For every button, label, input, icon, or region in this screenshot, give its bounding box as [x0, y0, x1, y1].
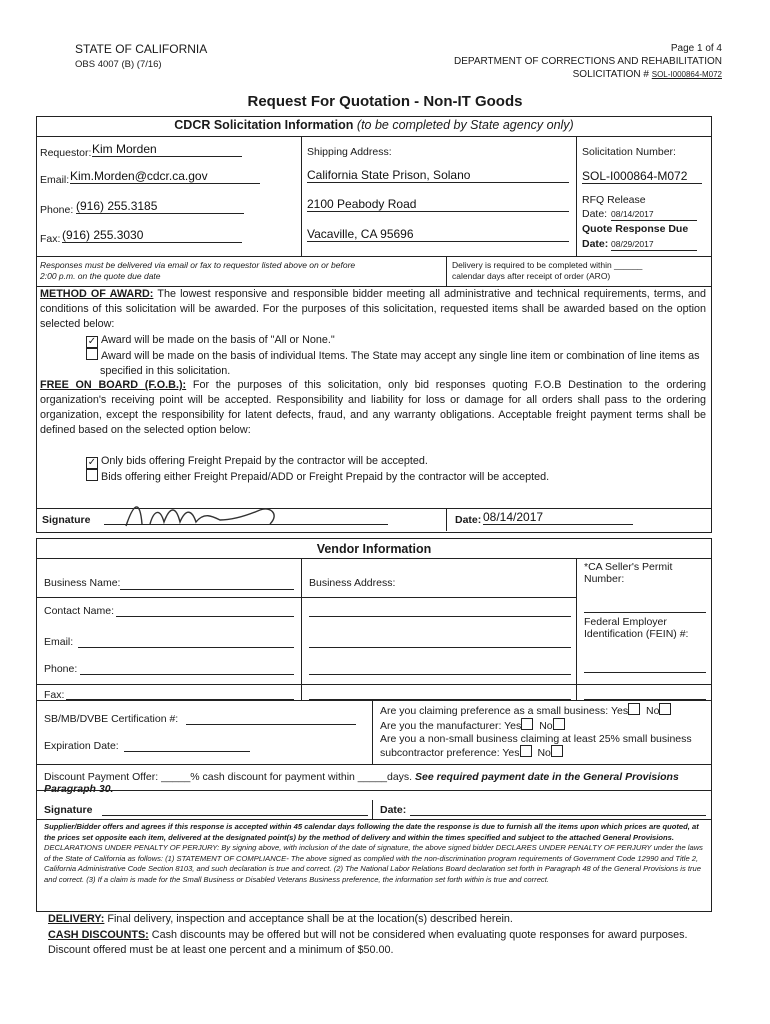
- small-business-no-checkbox[interactable]: [659, 703, 671, 715]
- page-number: Page 1 of 4: [670, 43, 722, 54]
- state-name: STATE OF CALIFORNIA: [75, 42, 208, 56]
- award-all-or-none-checkbox[interactable]: ✓: [87, 336, 97, 347]
- date-label: Date:: [455, 514, 482, 526]
- requestor-label: Requestor:: [40, 147, 92, 159]
- requestor-field[interactable]: Kim Morden: [92, 142, 242, 157]
- sbmb-label: SB/MB/DVBE Certification #:: [44, 713, 179, 725]
- vendor-date-field[interactable]: [410, 801, 706, 816]
- business-address-line3[interactable]: [309, 660, 571, 675]
- fob-option-2: Bids offering either Freight Prepaid/ADD or Freight Prepaid by the contractor will be accepted.: [86, 469, 706, 485]
- delivery-section: DELIVERY: Final delivery, inspection and acceptance shall be at the location(s) described herein.: [48, 913, 513, 925]
- fob-option-1: ✓ Only bids offering Freight Prepaid by the contractor will be accepted.: [87, 455, 428, 468]
- quote-due-date-label: Date:: [582, 238, 609, 250]
- business-name-label: Business Name:: [44, 577, 121, 589]
- fax-label: Fax:: [40, 233, 61, 245]
- department-name: DEPARTMENT OF CORRECTIONS AND REHABILITATION: [454, 56, 722, 67]
- fein-field[interactable]: [584, 658, 706, 673]
- award-individual-checkbox[interactable]: [86, 348, 98, 360]
- vendor-fax-label: Fax:: [44, 689, 65, 701]
- shipping-label: Shipping Address:: [307, 146, 392, 158]
- signature-label: Signature: [42, 514, 91, 526]
- business-address-line1[interactable]: [309, 602, 571, 617]
- vendor-email-field[interactable]: [78, 633, 294, 648]
- shipping-line1[interactable]: California State Prison, Solano: [307, 168, 569, 183]
- solicitation-number-label: Solicitation Number:: [582, 146, 676, 158]
- responses-note: Responses must be delivered via email or fax to requestor listed above on or before 2:00 p.m. on the quote due date: [40, 260, 356, 281]
- rfq-date-field[interactable]: 08/14/2017: [611, 208, 697, 221]
- vendor-heading: Vendor Information: [316, 542, 432, 556]
- declaration-text: Supplier/Bidder offers and agrees if this response is accepted within 45 calendar days following the date the response is due to furnish all the items upon which prices are quoted, at the prices set opposite each item, delivered at the designated point(s) by the method of delivery and within the times specified and subject to the attached General Provisions. DECLARATIONS UNDER PENALTY OF PERJURY: By signing above, with inclusion of the date of signature, the above signed bidder DECLARES UNDER PENALTY OF PERJURY under the laws of the State of California as follows: (1) STATEMENT OF COMPLIANCE- The above signed as complied with the non-discrimination program requirements of Government Code 12990 and Title 2, California Administrative Code Section 8103, and such declaration is true and correct. (2) The National Labor Relations Board declaration set forth in Paragraph 48 of the General Provisions is true and correct. (3) If a claim is made for the Small Business or Disabled Veterans Business preference, the information set forth within is true and correct.: [44, 822, 703, 884]
- signature-line[interactable]: [104, 524, 388, 525]
- ca-sellers-permit-field[interactable]: [584, 598, 706, 613]
- expiration-field[interactable]: [124, 737, 250, 752]
- vendor-phone-field[interactable]: [80, 660, 294, 675]
- vendor-phone-label: Phone:: [44, 663, 78, 675]
- email-field[interactable]: Kim.Morden@cdcr.ca.gov: [70, 169, 260, 184]
- vendor-signature-field[interactable]: [102, 801, 368, 816]
- shipping-line3[interactable]: Vacaville, CA 95696: [307, 227, 569, 242]
- business-address-label: Business Address:: [309, 577, 396, 589]
- manufacturer-no-checkbox[interactable]: [553, 718, 565, 730]
- business-address-line2[interactable]: [309, 633, 571, 648]
- vendor-fax-field[interactable]: [66, 685, 294, 700]
- shipping-line2[interactable]: 2100 Peabody Road: [307, 197, 569, 212]
- small-business-yes-checkbox[interactable]: [628, 703, 640, 715]
- subcontractor-yes-checkbox[interactable]: [520, 745, 532, 757]
- vendor-signature-label: Signature: [44, 804, 93, 816]
- fob-prepaid-add-checkbox[interactable]: [86, 469, 98, 481]
- method-of-award: METHOD OF AWARD: The lowest responsive and responsible bidder meeting all administrative and technical requirements, terms, and conditions of this solicitation will be awarded. For the purposes of this solicitation, requested items shall be awarded based on the option selected below:: [40, 288, 707, 330]
- solicitation-number-field[interactable]: SOL-I000864-M072: [582, 169, 702, 184]
- quote-due-label: Quote Response Due: [582, 223, 689, 235]
- fax-field[interactable]: (916) 255.3030: [62, 228, 242, 243]
- expiration-label: Expiration Date:: [44, 740, 119, 752]
- phone-field[interactable]: (916) 255.3185: [76, 199, 244, 214]
- small-business-question: Are you claiming preference as a small business: Yes No: [380, 703, 674, 717]
- signature-image: [120, 496, 310, 532]
- rfq-release-label: RFQ Release: [582, 194, 646, 206]
- page-title: Request For Quotation - Non-IT Goods: [247, 93, 523, 110]
- award-option-1: ✓ Award will be made on the basis of "All or None.": [87, 334, 335, 347]
- phone-label: Phone:: [40, 204, 74, 216]
- fob-prepaid-checkbox[interactable]: ✓: [87, 457, 97, 468]
- award-option-2: Award will be made on the basis of individual Items. The State may accept any single line item or combination of line items as specified in this solicitation.: [86, 348, 720, 379]
- vendor-date-label: Date:: [380, 804, 407, 816]
- contact-name-field[interactable]: [116, 602, 294, 617]
- ca-sellers-permit-label: *CA Seller's Permit Number:: [584, 561, 673, 585]
- contact-name-label: Contact Name:: [44, 605, 115, 617]
- vendor-email-label: Email:: [44, 636, 74, 648]
- email-label: Email:: [40, 174, 70, 186]
- header-left: [75, 42, 207, 72]
- business-address-line4[interactable]: [309, 685, 571, 700]
- sbmb-field[interactable]: [186, 710, 356, 725]
- manufacturer-question: Are you the manufacturer: Yes No: [380, 718, 568, 732]
- form-number: OBS 4007 (B) (7/16): [75, 59, 162, 70]
- rfq-date-label: Date:: [582, 208, 608, 220]
- solicitation-header: SOLICITATION # SOL-I000864-M072: [572, 69, 722, 80]
- quote-due-date-field[interactable]: 08/29/2017: [611, 238, 697, 251]
- business-name-field[interactable]: [120, 575, 294, 590]
- free-on-board: FREE ON BOARD (F.O.B.): For the purposes of this solicitation, only bid responses quoting F.O.B Destination to the ordering organization's receiving point will be accepted. Responsibility and liability for loss or damage for all orders shall pass to the ordering organization, except the responsibility for latent defects, fraud, and any warranty obligations. Acceptable freight payment terms shall be defined based on the selected option below:: [40, 379, 706, 436]
- subcontractor-question: Are you a non-small business claiming at least 25% small business subcontractor preference: Yes No: [380, 733, 692, 759]
- cash-discounts-section: CASH DISCOUNTS: Cash discounts may be offered but will not be considered when evaluating quote responses for award purposes. Discount offered must be at least one percent and a minimum of $50.00.: [48, 929, 688, 956]
- header-right: [454, 42, 722, 81]
- cdcr-heading: CDCR Solicitation Information (to be completed by State agency only): [174, 118, 574, 132]
- manufacturer-yes-checkbox[interactable]: [521, 718, 533, 730]
- discount-offer: Discount Payment Offer: _____% cash discount for payment within _____days. See required payment date in the General Provisions Paragraph 30.: [44, 771, 679, 795]
- fein-field-2[interactable]: [584, 685, 706, 700]
- subcontractor-no-checkbox[interactable]: [551, 745, 563, 757]
- delivery-note: Delivery is required to be completed within ______ calendar days after receipt of order (ARO): [452, 260, 643, 281]
- date-field[interactable]: 08/14/2017: [483, 510, 633, 525]
- fein-label: Federal Employer Identification (FEIN) #:: [584, 616, 689, 640]
